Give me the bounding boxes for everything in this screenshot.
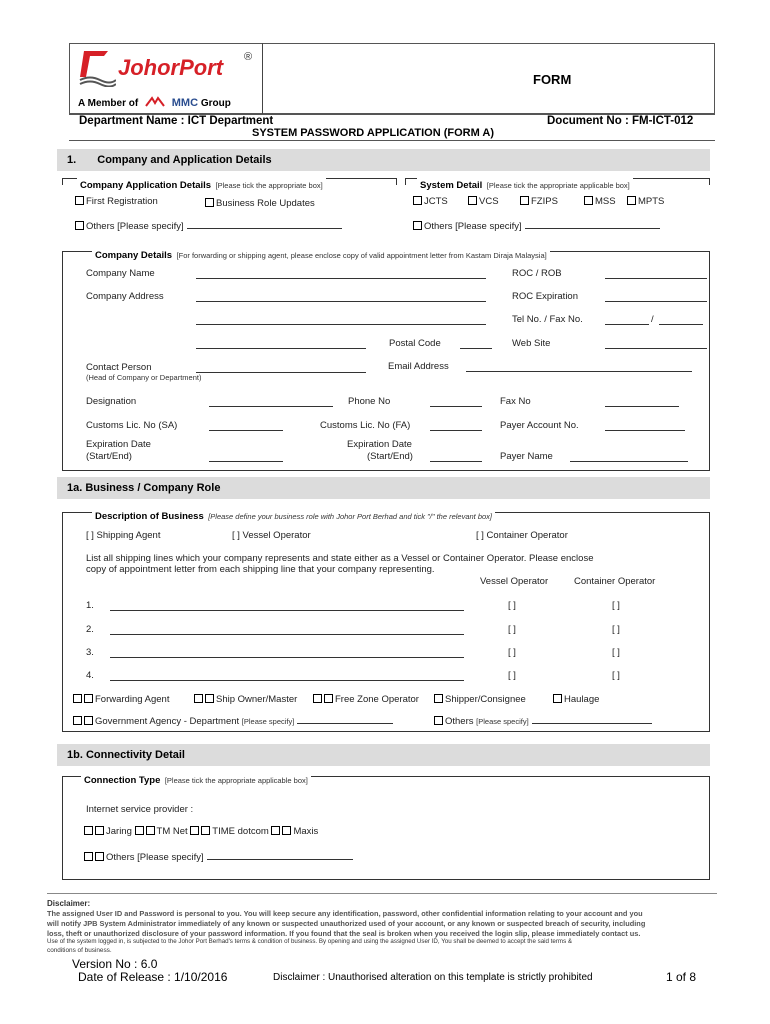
system-jcts-label: JCTS: [424, 196, 448, 207]
section1a-title: 1a. Business / Company Role: [67, 482, 221, 494]
form-title: SYSTEM PASSWORD APPLICATION (FORM A): [252, 127, 494, 139]
shipping-line-field[interactable]: [110, 649, 464, 658]
fax-no-field[interactable]: [659, 316, 703, 325]
tel-no-field[interactable]: [605, 316, 649, 325]
contact-person-label: Contact Person: [86, 362, 152, 373]
system-mpts-label: MPTS: [638, 196, 665, 207]
phone-no-label: Phone No: [348, 396, 391, 407]
ship-owner-label: Ship Owner/Master: [216, 694, 298, 705]
gov-agency-label: Government Agency - Department: [95, 716, 240, 727]
disclaimer-heading: Disclaimer:: [47, 899, 91, 908]
shipping-lines-instructions-2: copy of appointment letter from each shipping line that your company representing.: [86, 564, 435, 575]
section1b-title: 1b. Connectivity Detail: [67, 749, 185, 761]
section1-title: Company and Application Details: [97, 154, 272, 166]
disclaimer-line-1: The assigned User ID and Password is personal to you. You will keep secure any identification, password, other confidential information relating to your account and you: [47, 909, 643, 918]
department-name: Department Name : ICT Department: [79, 115, 274, 127]
system-others-label: Others [Please specify]: [424, 221, 522, 232]
system-detail-heading: [417, 175, 633, 193]
logo-mark-icon: [78, 47, 116, 87]
system-mpts-option[interactable]: [627, 196, 664, 207]
postal-code-label: Postal Code: [389, 338, 441, 349]
payer-name-label: Payer Name: [500, 451, 553, 462]
disclaimer-line-4: Use of the system logged in, is subjected to the Johor Port Berhad's terms & condition of business. By opening and using the assigned User ID, You shall be deemed to accept the said terms &: [47, 938, 573, 945]
isp-jaring-checkbox[interactable]: [84, 826, 93, 835]
header-divider: [262, 43, 263, 114]
isp-maxis-label: Maxis: [293, 826, 319, 837]
isp-time-checkbox[interactable]: [190, 826, 199, 835]
business-desc-note: [Please define your business role with Johor Port Berhad and tick "/" the relevant box]: [208, 512, 493, 521]
group-text: Group: [200, 98, 231, 109]
disclaimer-line-2: will notify JPB System Administrator immediately of any known or suspected unauthorized used of your account, or any known or suspected breach of security, including: [47, 919, 646, 928]
isp-others-box: [95, 852, 104, 861]
isp-others-checkbox[interactable]: [84, 852, 93, 861]
app-details-heading: [77, 175, 326, 193]
system-mss-label: MSS: [595, 196, 616, 207]
shipping-agent-option[interactable]: [ ] Shipping Agent: [86, 530, 161, 541]
isp-tmnet-box: [146, 826, 155, 835]
app-details-label: Company Application Details: [80, 180, 212, 191]
system-vcs-label: VCS: [479, 196, 499, 207]
shipping-line-field[interactable]: [110, 602, 464, 611]
business-others-option[interactable]: [434, 715, 652, 727]
system-fzips-checkbox[interactable]: [520, 196, 529, 205]
isp-maxis-checkbox[interactable]: [271, 826, 280, 835]
contact-person-note: (Head of Company or Department): [86, 373, 202, 382]
free-zone-label: Free Zone Operator: [335, 694, 419, 705]
row-number: 1.: [86, 600, 94, 611]
vessel-operator-option[interactable]: [ ] Vessel Operator: [232, 530, 311, 541]
email-address-label: Email Address: [388, 361, 449, 372]
isp-jaring-box: [95, 826, 104, 835]
ship-owner-checkbox[interactable]: [194, 694, 203, 703]
company-address-field-1[interactable]: [196, 293, 486, 302]
system-detail-label: System Detail: [420, 180, 483, 191]
designation-field[interactable]: [209, 398, 333, 407]
system-vcs-checkbox[interactable]: [468, 196, 477, 205]
roc-expiration-field[interactable]: [605, 293, 707, 302]
row-vessel-check[interactable]: [ ]: [508, 600, 516, 611]
roc-rob-label: ROC / ROB: [512, 268, 562, 279]
section1-number: 1.: [67, 154, 77, 166]
fax-no-label: Fax No: [500, 396, 531, 407]
haulage-option[interactable]: [553, 694, 599, 705]
isp-options: [84, 826, 318, 837]
system-mss-option[interactable]: [584, 196, 616, 207]
isp-time-box: [201, 826, 210, 835]
row-container-check[interactable]: [ ]: [612, 600, 620, 611]
expiration-date-sa-label: Expiration Date: [86, 439, 151, 450]
member-of-line: [78, 96, 231, 109]
shipping-line-field[interactable]: [110, 626, 464, 635]
customs-sa-field[interactable]: [209, 422, 283, 431]
gov-agency-field[interactable]: [297, 715, 393, 724]
disclaimer-divider: [47, 893, 717, 894]
email-address-field[interactable]: [466, 363, 692, 372]
app-others-label: Others [Please specify]: [86, 221, 184, 232]
row-vessel-check[interactable]: [ ]: [508, 670, 516, 681]
system-jcts-checkbox[interactable]: [413, 196, 422, 205]
postal-code-field[interactable]: [460, 340, 492, 349]
section1b-header: [57, 744, 710, 766]
app-others-field[interactable]: [187, 220, 342, 229]
system-jcts-option[interactable]: [413, 196, 448, 207]
company-details-label: Company Details: [95, 250, 173, 261]
row-number: 2.: [86, 624, 94, 635]
business-desc-label: Description of Business: [95, 511, 204, 522]
tel-fax-slash: /: [651, 314, 654, 325]
johorport-logo: [78, 47, 258, 91]
business-role-updates-checkbox[interactable]: [205, 198, 214, 207]
row-number: 3.: [86, 647, 94, 658]
isp-others-field[interactable]: [207, 851, 353, 860]
isp-maxis-box: [282, 826, 291, 835]
mmc-text: MMC: [171, 97, 199, 109]
vessel-operator-col-header: Vessel Operator: [480, 576, 549, 587]
app-others-option[interactable]: [75, 220, 342, 232]
phone-no-field[interactable]: [430, 398, 482, 407]
shipper-checkbox[interactable]: [434, 694, 443, 703]
tel-fax-label: Tel No. / Fax No.: [512, 314, 583, 325]
isp-tmnet-checkbox[interactable]: [135, 826, 144, 835]
isp-others-option[interactable]: [84, 851, 353, 863]
free-zone-box: [324, 694, 333, 703]
disclaimer-line-3: loss, theft or unauthorized disclosure of your password information. If you found that the seal is broken when you received the login slip, please immediately contact us.: [47, 929, 641, 938]
business-role-updates-option[interactable]: [205, 198, 315, 209]
ship-owner-box: [205, 694, 214, 703]
connection-type-label: Connection Type: [84, 775, 161, 786]
payer-name-field[interactable]: [570, 453, 688, 462]
business-others-specify: [Please specify]: [476, 717, 529, 726]
app-details-note: [Please tick the appropriate box]: [215, 181, 323, 190]
business-role-updates-label: Business Role Updates: [216, 198, 315, 209]
isp-jaring-label: Jaring: [106, 826, 132, 837]
start-end-sa-label: (Start/End): [86, 451, 132, 462]
company-details-note: [For forwarding or shipping agent, please enclose copy of valid appointment letter from Kastam Diraja Malaysia]: [176, 251, 547, 260]
app-others-checkbox[interactable]: [75, 221, 84, 230]
version-no: Version No : 6.0: [72, 957, 158, 971]
web-site-field[interactable]: [605, 340, 707, 349]
container-operator-option[interactable]: [ ] Container Operator: [476, 530, 568, 541]
system-others-checkbox[interactable]: [413, 221, 422, 230]
shipper-label: Shipper/Consignee: [445, 694, 526, 705]
first-registration-label: First Registration: [86, 196, 158, 207]
title-underline: [69, 140, 715, 141]
system-others-field[interactable]: [525, 220, 660, 229]
form-label: FORM: [533, 72, 572, 87]
payer-account-label: Payer Account No.: [500, 420, 579, 431]
customs-fa-label: Customs Lic. No (FA): [320, 420, 411, 431]
mmc-logo-icon: [144, 96, 166, 108]
row-container-check[interactable]: [ ]: [612, 670, 620, 681]
free-zone-option[interactable]: [313, 694, 419, 705]
forwarding-agent-box: [84, 694, 93, 703]
system-vcs-option[interactable]: [468, 196, 499, 207]
shipping-line-field[interactable]: [110, 672, 464, 681]
forwarding-agent-label: Forwarding Agent: [95, 694, 170, 705]
system-detail-note: [Please tick the appropriate applicable box]: [486, 181, 630, 190]
roc-expiration-label: ROC Expiration: [512, 291, 578, 302]
container-operator-col-header: Container Operator: [574, 576, 656, 587]
gov-agency-specify: [Please specify]: [241, 717, 295, 726]
start-end-fa-label: (Start/End): [367, 451, 413, 462]
company-details-bracket: [62, 251, 710, 471]
date-of-release: Date of Release : 1/10/2016: [78, 970, 228, 984]
isp-time-label: TIME dotcom: [212, 826, 269, 837]
row-container-check[interactable]: [ ]: [612, 647, 620, 658]
row-number: 4.: [86, 670, 94, 681]
shipping-lines-instructions-1: List all shipping lines which your company represents and state either as a Vessel or Container Operator. Please enclose: [86, 553, 594, 564]
expiration-date-fa-label: Expiration Date: [347, 439, 412, 450]
first-registration-option[interactable]: [75, 196, 158, 207]
payer-account-field[interactable]: [605, 422, 685, 431]
system-fzips-label: FZIPS: [531, 196, 558, 207]
designation-label: Designation: [86, 396, 137, 407]
row-vessel-check[interactable]: [ ]: [508, 624, 516, 635]
ship-owner-option[interactable]: [194, 694, 297, 705]
section1-header: [57, 149, 710, 171]
gov-agency-option[interactable]: [73, 715, 393, 727]
member-of-text: A Member of: [78, 98, 139, 109]
connection-type-note: [Please tick the appropriate applicable box]: [164, 776, 308, 785]
system-mpts-checkbox[interactable]: [627, 196, 636, 205]
roc-rob-field[interactable]: [605, 270, 707, 279]
contact-person-field[interactable]: [196, 364, 366, 373]
forwarding-agent-checkbox[interactable]: [73, 694, 82, 703]
forwarding-agent-option[interactable]: [73, 694, 169, 705]
haulage-checkbox[interactable]: [553, 694, 562, 703]
registered-mark: ®: [244, 51, 253, 63]
alteration-notice: Disclaimer : Unauthorised alteration on this template is strictly prohibited: [273, 972, 593, 983]
logo-text: JohorPort: [118, 55, 224, 80]
expiration-sa-field[interactable]: [209, 453, 283, 462]
gov-agency-checkbox[interactable]: [73, 716, 82, 725]
isp-tmnet-label: TM Net: [156, 826, 188, 837]
company-name-label: Company Name: [86, 268, 155, 279]
company-name-field[interactable]: [196, 270, 486, 279]
section1a-header: [57, 477, 710, 499]
document-no: Document No : FM-ICT-012: [547, 115, 694, 127]
company-address-label: Company Address: [86, 291, 164, 302]
business-others-label: Others: [445, 716, 474, 727]
company-address-field-3[interactable]: [196, 340, 366, 349]
fax-field[interactable]: [605, 398, 679, 407]
disclaimer-line-5: conditions of business.: [47, 947, 112, 954]
business-others-field[interactable]: [532, 715, 652, 724]
haulage-label: Haulage: [564, 694, 600, 705]
expiration-fa-field[interactable]: [430, 453, 482, 462]
row-vessel-check[interactable]: [ ]: [508, 647, 516, 658]
company-details-heading: [92, 245, 550, 263]
customs-fa-field[interactable]: [430, 422, 482, 431]
business-desc-heading: [92, 506, 495, 524]
isp-label: Internet service provider :: [86, 804, 194, 815]
gov-agency-box: [84, 716, 93, 725]
system-fzips-option[interactable]: [520, 196, 558, 207]
free-zone-checkbox[interactable]: [313, 694, 322, 703]
business-others-checkbox[interactable]: [434, 716, 443, 725]
connection-heading: [81, 770, 311, 788]
first-registration-checkbox[interactable]: [75, 196, 84, 205]
page-number: 1 of 8: [666, 970, 697, 984]
shipper-option[interactable]: [434, 694, 526, 705]
web-site-label: Web Site: [512, 338, 551, 349]
customs-sa-label: Customs Lic. No (SA): [86, 420, 178, 431]
system-others-option[interactable]: [413, 220, 660, 232]
isp-others-label: Others [Please specify]: [106, 852, 204, 863]
system-mss-checkbox[interactable]: [584, 196, 593, 205]
company-address-field-2[interactable]: [196, 316, 486, 325]
row-container-check[interactable]: [ ]: [612, 624, 620, 635]
